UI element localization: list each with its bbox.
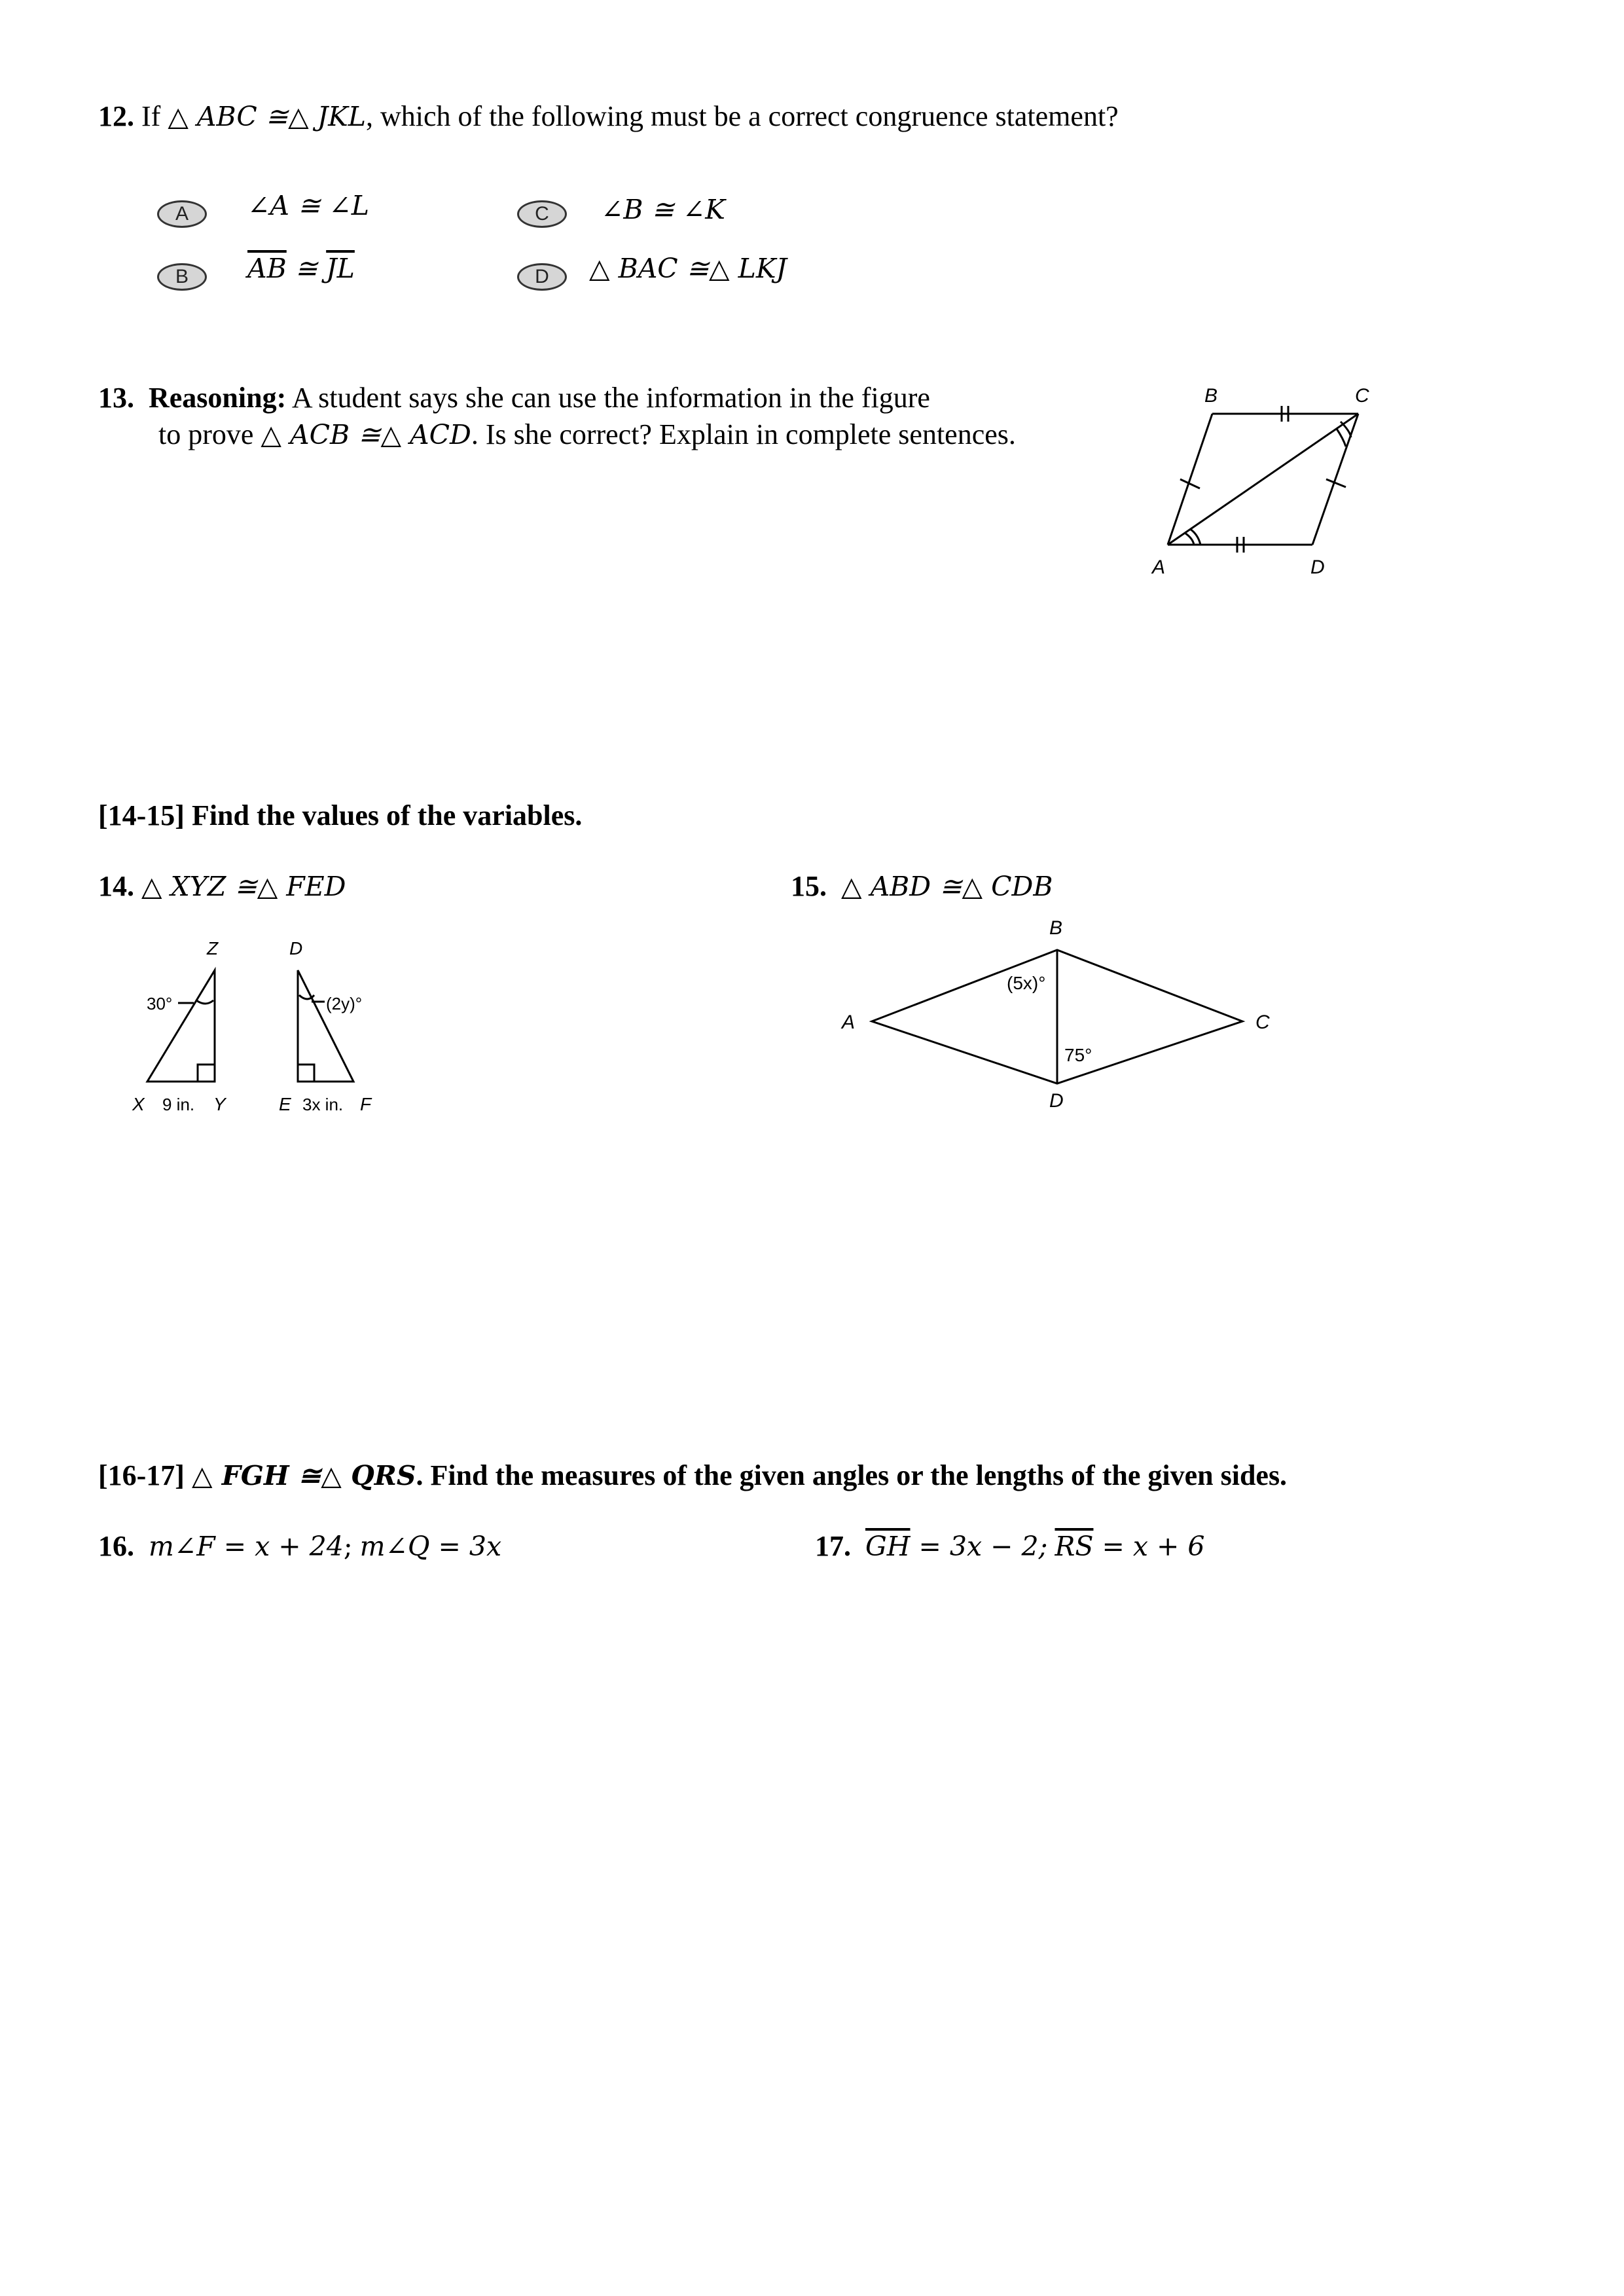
q17-seg1: $\overline{GH}$	[865, 1531, 911, 1562]
q13-line2	[158, 416, 1016, 453]
q13-number: 13.	[98, 382, 134, 414]
q15-statement: △ ABD ≅△ CDB	[841, 871, 1053, 902]
label-b: B	[1204, 385, 1218, 407]
q14-statement: △ XYZ ≅△ FED	[141, 871, 346, 902]
q13-statement: △ ACB ≅△ ACD	[261, 419, 471, 450]
side-xy-label: 9 in.	[162, 1095, 195, 1114]
q17-expr2: = x + 6	[1093, 1531, 1205, 1562]
side-ef-label: 3x in.	[302, 1095, 344, 1114]
section-16-17-statement: △ FGH ≅△ QRS	[191, 1460, 416, 1491]
q16-expr2: m∠Q = 3x	[359, 1531, 502, 1562]
q13-text2b: . Is she correct? Explain in complete sentences.	[471, 418, 1016, 450]
section-16-17-text: . Find the measures of the given angles or the lengths of the given sides.	[416, 1459, 1288, 1491]
option-a-badge[interactable]: A	[157, 200, 207, 228]
q15-figure	[831, 907, 1290, 1116]
label-a: A	[1152, 556, 1166, 578]
q12-prefix: If	[141, 100, 161, 132]
option-c-text: ∠B ≅ ∠K	[601, 194, 725, 225]
side-ab	[1168, 414, 1212, 545]
option-c-badge[interactable]: C	[517, 200, 567, 228]
q12-suffix: , which of the following must be a correct congruence statement?	[366, 100, 1119, 132]
q12-number: 12.	[98, 100, 134, 132]
q17-expr1: = 3x − 2;	[910, 1531, 1048, 1562]
label-d: D	[1049, 1090, 1064, 1112]
q14-figure	[118, 930, 393, 1133]
option-d-text: △ BAC ≅△ LKJ	[589, 253, 787, 284]
label-c: C	[1355, 385, 1369, 407]
q13-line1	[98, 380, 930, 416]
label-x: X	[132, 1094, 145, 1114]
side-cd	[1312, 414, 1358, 545]
label-d: D	[1310, 556, 1325, 578]
q14-stem	[98, 868, 346, 905]
q16-stem	[98, 1528, 501, 1565]
q14-number: 14.	[98, 870, 134, 902]
q13-text1: A student says she can use the information in the figure	[291, 382, 930, 414]
q15-stem	[791, 868, 1053, 905]
label-d: D	[289, 938, 303, 958]
option-d-badge[interactable]: D	[517, 263, 567, 291]
label-z: Z	[207, 938, 219, 958]
label-e: E	[279, 1094, 291, 1114]
option-a-text: ∠A ≅ ∠L	[247, 190, 369, 221]
label-c: C	[1255, 1011, 1270, 1033]
q16-expr1: m∠F = x + 24	[149, 1531, 344, 1562]
q16-sep: ;	[343, 1531, 353, 1562]
q16-number: 16.	[98, 1530, 134, 1562]
q17-seg2: $\overline{RS}$	[1055, 1531, 1094, 1562]
q13-figure	[1132, 373, 1394, 589]
label-y: Y	[213, 1094, 226, 1114]
q15-number: 15.	[791, 870, 827, 902]
label-f: F	[360, 1094, 372, 1114]
q12-stem	[98, 98, 1119, 135]
angle-z-label: 30°	[147, 994, 173, 1013]
q17-number: 17.	[815, 1530, 851, 1562]
q13-label: Reasoning:	[149, 382, 287, 414]
q12-statement: △ ABC ≅△ JKL	[168, 101, 366, 132]
angle-d-label: (2y)°	[326, 994, 363, 1013]
q13-text2a: to prove	[158, 418, 254, 450]
diagonal-ac	[1168, 414, 1358, 545]
section-14-15-heading: [14-15] Find the values of the variables.	[98, 799, 583, 831]
q17-stem	[815, 1528, 1204, 1565]
section-16-17-heading	[98, 1457, 1287, 1494]
option-b-text: $\overline{AB}$ ≅ $\overline{JL}$	[247, 253, 355, 284]
angle-d-label: 75°	[1064, 1045, 1092, 1065]
angle-b-label: (5x)°	[1007, 973, 1046, 993]
section-16-17-range: [16-17]	[98, 1459, 185, 1491]
option-b-badge[interactable]: B	[157, 263, 207, 291]
label-b: B	[1049, 917, 1063, 939]
label-a: A	[842, 1011, 856, 1033]
